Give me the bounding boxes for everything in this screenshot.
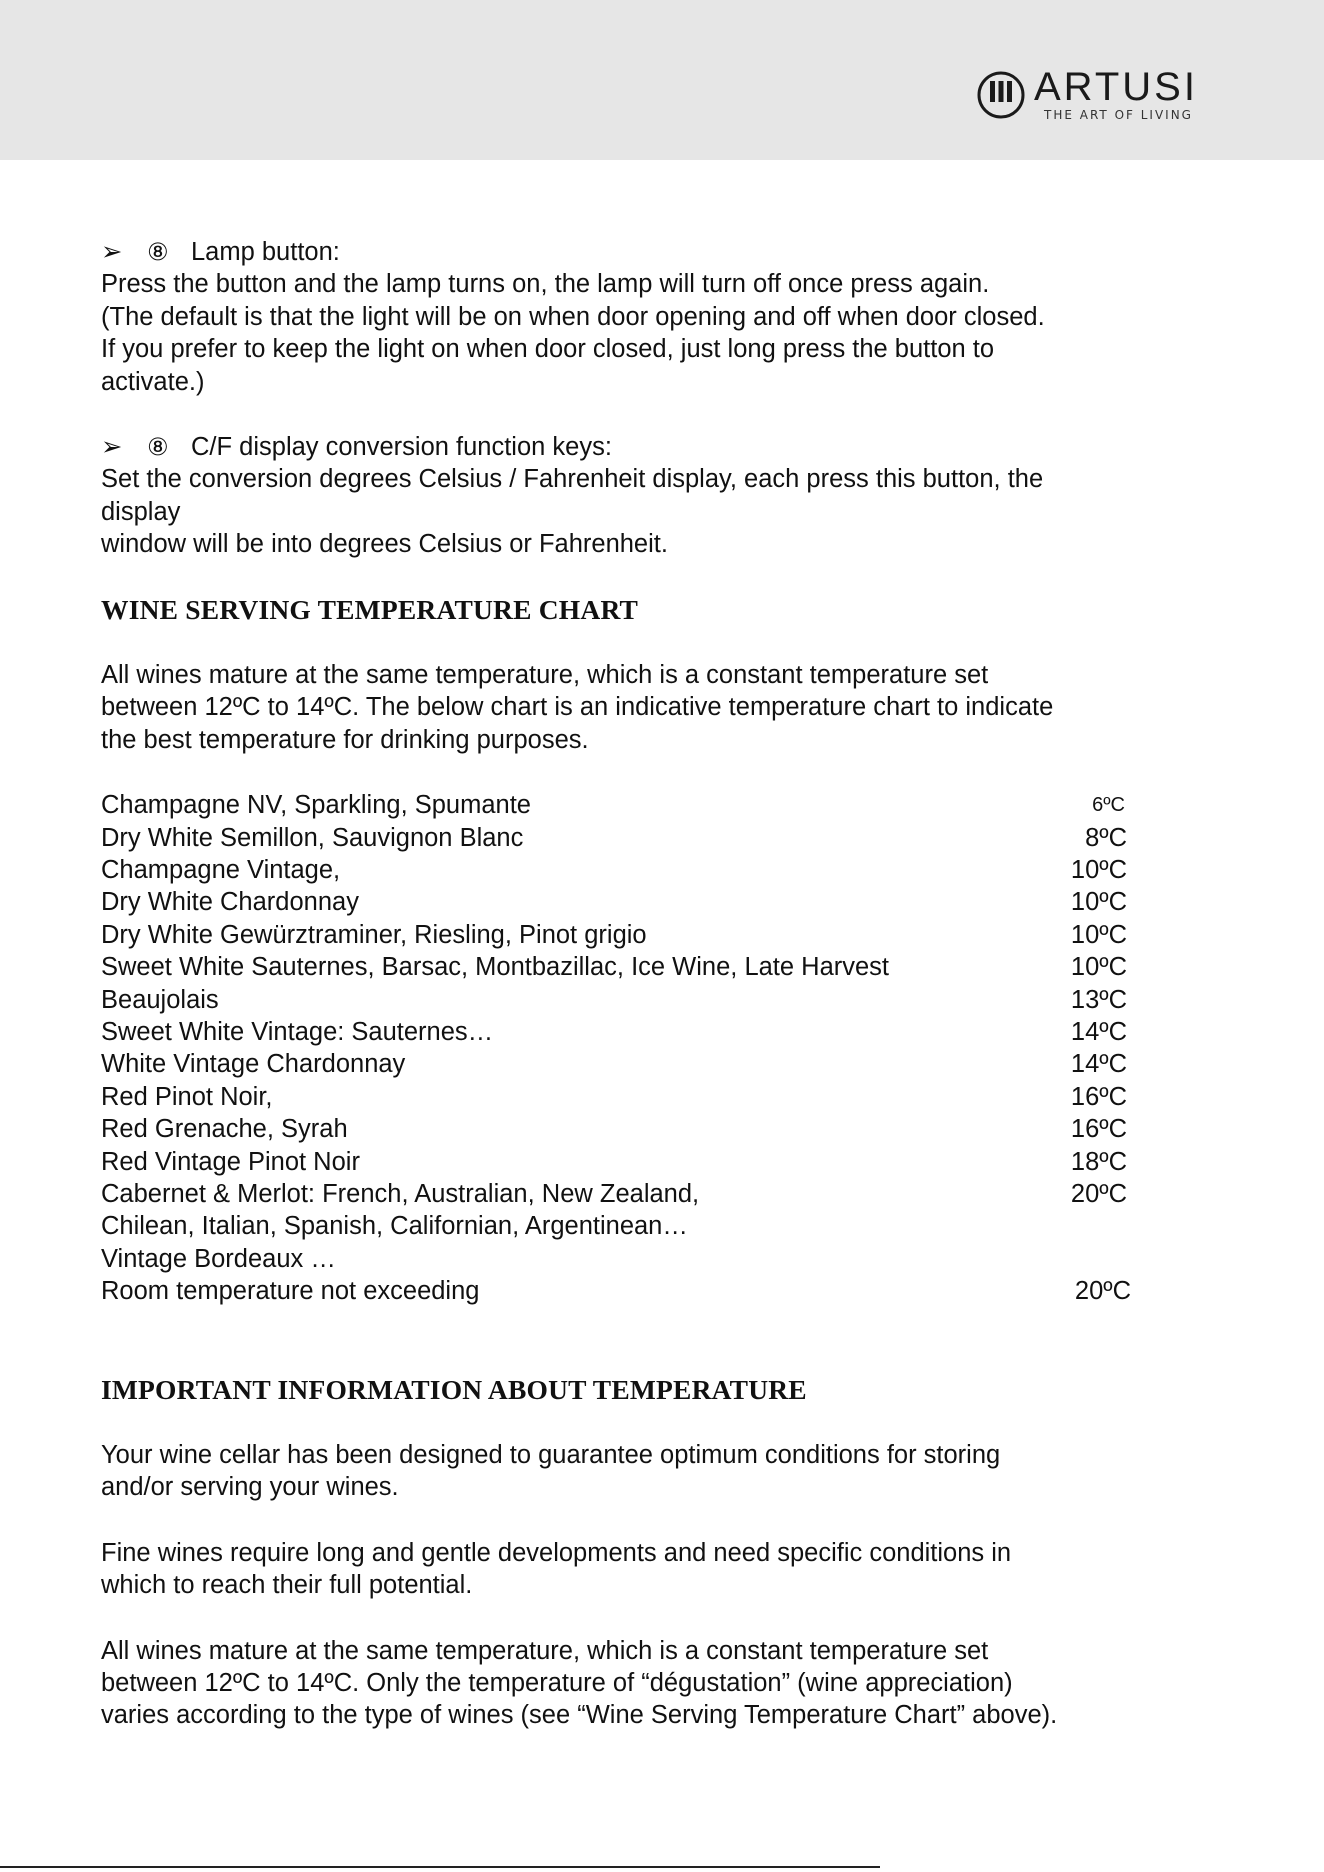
lamp-line: (The default is that the light will be on when door opening and off when door closed.: [101, 302, 1045, 331]
wine-temp: 14ºC: [1070, 1050, 1127, 1079]
lamp-line: If you prefer to keep the light on when door closed, just long press the button to: [101, 335, 995, 364]
wine-temp: 13ºC: [1070, 985, 1127, 1014]
wine-temp: 10ºC: [1070, 953, 1127, 982]
wine-name: Champagne Vintage,: [101, 856, 341, 885]
chart-row: [101, 822, 1201, 854]
important-para1-line: and/or serving your wines.: [101, 1473, 399, 1502]
important-para2-line: Fine wines require long and gentle developments and need specific conditions in: [101, 1538, 1012, 1567]
wine-temp: 20ºC: [1070, 1179, 1127, 1208]
cf-line: window will be into degrees Celsius or Fahrenheit.: [101, 530, 668, 559]
important-para2-line: which to reach their full potential.: [101, 1571, 473, 1600]
chart-row: [101, 1113, 1201, 1145]
chart-row: [101, 1048, 1201, 1080]
wine-temp: 6ºC: [1092, 794, 1125, 817]
lamp-line: Press the button and the lamp turns on, the lamp will turn off once press again.: [101, 270, 990, 299]
chart-row: [101, 984, 1201, 1016]
wine-name: Beaujolais: [101, 985, 219, 1014]
chart-row: [101, 919, 1201, 951]
wine-name: Dry White Chardonnay: [101, 888, 359, 917]
chart-intro-line: All wines mature at the same temperature, which is a constant temperature set: [101, 661, 989, 690]
chart-intro-line: between 12ºC to 14ºC. The below chart is an indicative temperature chart to indicate: [101, 693, 1054, 722]
cf-section-heading: [101, 431, 1201, 463]
cf-line: display: [101, 497, 181, 526]
important-heading: IMPORTANT INFORMATION ABOUT TEMPERATURE: [101, 1373, 807, 1405]
wine-name: Vintage Bordeaux …: [101, 1244, 336, 1273]
cf-section-title: C/F display conversion function keys:: [191, 433, 612, 462]
lamp-line: activate.): [101, 367, 205, 396]
chart-row: [101, 854, 1201, 886]
chart-row: [101, 1146, 1201, 1178]
chart-row: [101, 1275, 1201, 1307]
chart-row: [101, 1081, 1201, 1113]
footer-divider: [0, 1866, 880, 1868]
page-header: [0, 0, 1324, 160]
wine-temp: 8ºC: [1085, 823, 1127, 852]
chart-row: [101, 1178, 1201, 1210]
chart-intro-line: the best temperature for drinking purposes.: [101, 725, 589, 754]
logo-tagline: THE ART OF LIVING: [1044, 108, 1193, 122]
wine-temp: 10ºC: [1070, 920, 1127, 949]
important-para3-line: All wines mature at the same temperature, which is a constant temperature set: [101, 1636, 989, 1665]
wine-name: Room temperature not exceeding: [101, 1277, 480, 1306]
chart-row: [101, 886, 1201, 918]
arrow-bullet-icon: ➢: [101, 433, 123, 462]
lamp-section-heading: [101, 236, 1201, 268]
chart-row: [101, 1210, 1201, 1242]
wine-name: Sweet White Vintage: Sauternes…: [101, 1018, 494, 1047]
wine-name: Dry White Semillon, Sauvignon Blanc: [101, 823, 524, 852]
wine-temp: 14ºC: [1070, 1018, 1127, 1047]
wine-temp: 18ºC: [1070, 1147, 1127, 1176]
wine-temp: 16ºC: [1070, 1082, 1127, 1111]
wine-temp: 10ºC: [1070, 856, 1127, 885]
important-para3-line: between 12ºC to 14ºC. Only the temperature of “dégustation” (wine appreciation): [101, 1668, 1013, 1697]
wine-name: Chilean, Italian, Spanish, Californian, Argentinean…: [101, 1212, 688, 1241]
wine-name: Red Vintage Pinot Noir: [101, 1147, 360, 1176]
important-para1-line: Your wine cellar has been designed to guarantee optimum conditions for storing: [101, 1440, 1001, 1469]
logo-mark-icon: [976, 70, 1026, 120]
lamp-section-title: Lamp button:: [191, 238, 340, 266]
wine-name: Red Pinot Noir,: [101, 1082, 273, 1111]
wine-temperature-chart: [101, 789, 1201, 1307]
chart-row: [101, 1016, 1201, 1048]
wine-name: Dry White Gewürztraminer, Riesling, Pinot grigio: [101, 920, 647, 949]
wine-temp: 20ºC: [1074, 1277, 1131, 1306]
circled-number: ⑧: [147, 433, 169, 462]
wine-temp: 10ºC: [1070, 888, 1127, 917]
wine-name: Champagne NV, Sparkling, Spumante: [101, 791, 531, 820]
logo-brand-name: ARTUSI: [1034, 65, 1198, 109]
wine-temp: 16ºC: [1070, 1115, 1127, 1144]
circled-number: ⑧: [147, 238, 169, 266]
chart-row: [101, 951, 1201, 983]
arrow-bullet-icon: ➢: [101, 238, 123, 266]
wine-name: Sweet White Sauternes, Barsac, Montbazillac, Ice Wine, Late Harvest: [101, 953, 890, 982]
page-content: [101, 236, 1201, 1732]
wine-name: White Vintage Chardonnay: [101, 1050, 406, 1079]
chart-heading: WINE SERVING TEMPERATURE CHART: [101, 593, 639, 625]
chart-row: [101, 789, 1201, 821]
cf-line: Set the conversion degrees Celsius / Fahrenheit display, each press this button, the: [101, 465, 1044, 494]
chart-row: [101, 1243, 1201, 1275]
important-para3-line: varies according to the type of wines (see “Wine Serving Temperature Chart” above).: [101, 1701, 1058, 1730]
artusi-logo: [976, 65, 1226, 126]
wine-name: Cabernet & Merlot: French, Australian, New Zealand,: [101, 1179, 700, 1208]
wine-name: Red Grenache, Syrah: [101, 1115, 348, 1144]
